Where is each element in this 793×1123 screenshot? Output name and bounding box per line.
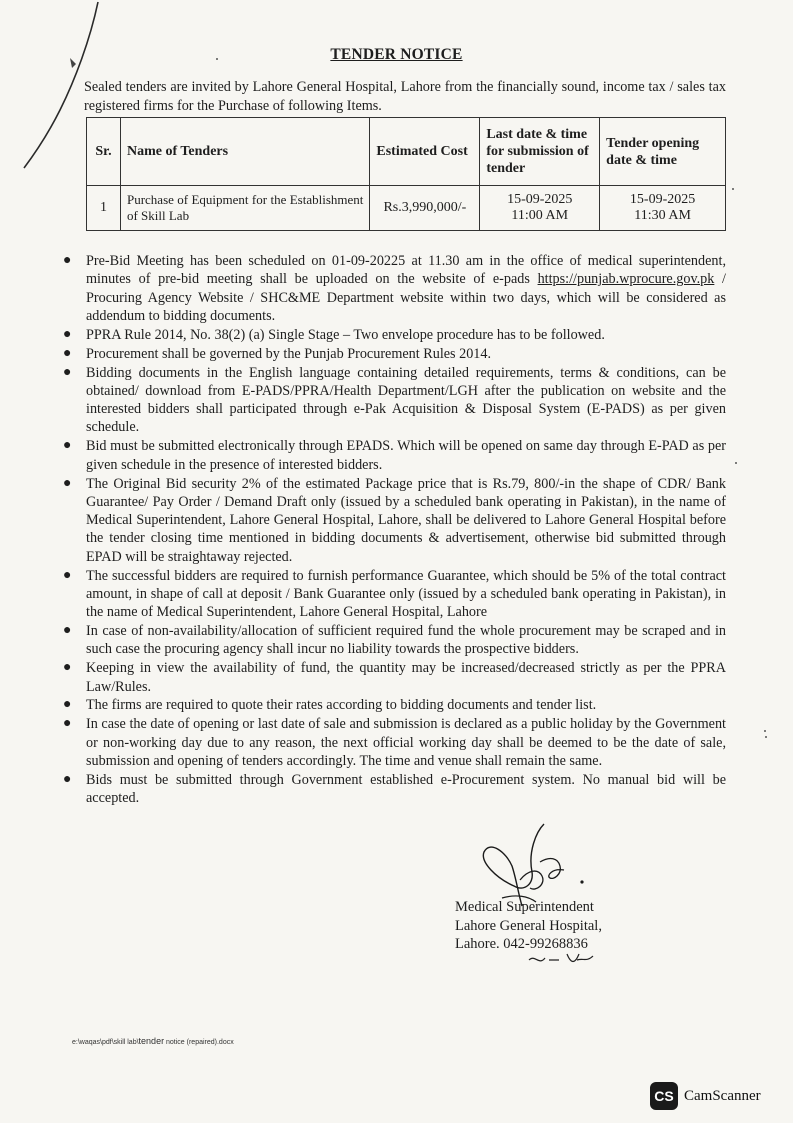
list-item [60,696,726,714]
camscanner-logo-icon: CS [650,1082,678,1110]
notice-title: TENDER NOTICE [330,46,463,63]
signatory-contact: Lahore. 042-99268836 [455,936,588,952]
scan-speck [765,736,767,738]
list-item [60,771,726,808]
cell-last-date-time [480,186,600,231]
list-item [60,475,726,566]
conditions-list [60,252,726,808]
last-date: 15-09-2025 [507,192,573,207]
list-item [60,345,726,363]
last-time: 11:00 AM [511,208,569,223]
scan-speck [216,58,218,60]
list-item [60,437,726,474]
bullet-icon: ● [63,438,72,454]
file-path-footer [72,1036,234,1046]
bullet-icon: ● [63,253,72,268]
bullet-icon: ● [63,697,72,713]
tender-table [86,117,726,231]
item-text: Bidding documents in the English language containing detailed requirements, terms & conditions, can be obtained/ download from E-PADS/PPRA/Health Department/LGH after the publication on website and the interested bidders shall participated through e-Pak Acquisition & Disposal System (E-PADS) as per given schedule. [86,364,726,436]
item-text: In case of non-availability/allocation of sufficient required fund the whole procurement may be scraped and in such case the procuring agency shall incur no liability towards the prospective bidders. [86,623,726,658]
item-text: In case the date of opening or last date of sale and submission is declared as a public holiday by the Government or non-working day due to any reason, the next official working day shall be deemed to be the date of sale, submission and opening of tenders accordingly. The time and venue shall remain the same. [86,716,726,769]
bullet-icon: ● [63,716,72,732]
scan-speck [764,730,766,732]
item-text: The successful bidders are required to furnish performance Guarantee, which should be 5% of the total contract amount, in shape of call at deposit / Bank Guarantee only (issued by a scheduled bank operating in Pakistan), in the name of Medical Superintendent, Lahore General Hospital, Lahore [86,567,726,621]
notice-intro: Sealed tenders are invited by Lahore General Hospital, Lahore from the financially sound, income tax / sales tax registered firms for the Purchase of following Items. [84,79,726,114]
epads-link[interactable]: https://punjab.wprocure.gov.pk [537,271,715,288]
signatory-organization: Lahore General Hospital, [455,917,602,934]
file-path-name: tender [138,1036,165,1046]
signatory-title: Medical Superintendent [455,899,594,915]
item-text: Bid must be submitted electronically through EPADS. Which will be opened on same day through E-PAD as per given schedule in the presence of interested bidders. [86,438,726,473]
list-item [60,567,726,622]
bullet-icon: ● [63,364,72,380]
bullet-icon: ● [63,345,72,361]
item-text: The Original Bid security 2% of the estimated Package price that is Rs.79, 800/-in the shape of CDR/ Bank Guarantee/ Pay Order / Demand Draft only (issued by a scheduled bank operating in Pakistan), in the name of Medical Superintendent, Lahore General Hospital, Lahore, shall be delivered to Lahore General Hospital before the tender closing time mentioned in bidding documents & advertisement, otherwise bid submitted through EPAD will be straightaway rejected. [86,475,726,565]
handwritten-initials [527,948,597,970]
item-text: PPRA Rule 2014, No. 38(2) (a) Single Stage – Two envelope procedure has to be followed. [86,326,605,343]
file-path-suffix: notice (repaired).docx [164,1039,234,1046]
camscanner-name: CamScanner [684,1088,761,1104]
list-item [60,622,726,659]
item-text: Pre-Bid Meeting has been scheduled on 01-09-20225 at 11.30 am in the office of medical superintendent, minutes of pre-bid meeting shall be uploaded on the website of e-pads [86,253,726,288]
file-path-prefix: e:\waqas\pdf\skill lab\ [72,1039,139,1046]
table-header-row [87,118,726,186]
opening-time: 11:30 AM [634,208,691,223]
bullet-icon: ● [63,660,72,676]
table-row [87,186,726,231]
header-opening-date: Tender opening date & time [600,118,726,186]
item-text: Procurement shall be governed by the Punjab Procurement Rules 2014. [86,345,492,362]
scan-speck [732,188,734,190]
opening-date: 15-09-2025 [629,192,696,207]
list-item [60,659,726,696]
cell-opening-date-time [600,186,726,231]
cell-sr: 1 [87,186,121,231]
list-item [60,252,726,325]
signatory-block [455,898,602,954]
bullet-icon: ● [63,567,72,583]
cell-estimated-cost: Rs.3,990,000/- [370,186,480,231]
header-sr: Sr. [87,118,121,186]
scan-speck [735,462,737,464]
header-estimated-cost: Estimated Cost [370,118,480,186]
list-item [60,715,726,770]
bullet-icon: ● [63,475,72,491]
item-text: Bids must be submitted through Government established e-Procurement system. No manual bid will be accepted. [86,771,726,807]
header-last-date: Last date & time for submission of tender [480,118,600,186]
bullet-icon: ● [63,326,72,342]
item-text: / Procuring Agency Website / SHC&ME Department website within two days, which will be considered as addendum to bidding documents. [86,271,726,324]
cell-tender-name: Purchase of Equipment for the Establishment of Skill Lab [120,186,369,231]
bullet-icon: ● [63,623,72,639]
header-name-of-tenders: Name of Tenders [120,118,369,186]
item-text: The firms are required to quote their rates according to bidding documents and tender list. [86,697,597,714]
list-item [60,326,726,344]
bullet-icon: ● [63,771,72,787]
list-item [60,364,726,437]
item-text: Keeping in view the availability of fund, the quantity may be increased/decreased strictly as per the PPRA Law/Rules. [86,660,726,695]
